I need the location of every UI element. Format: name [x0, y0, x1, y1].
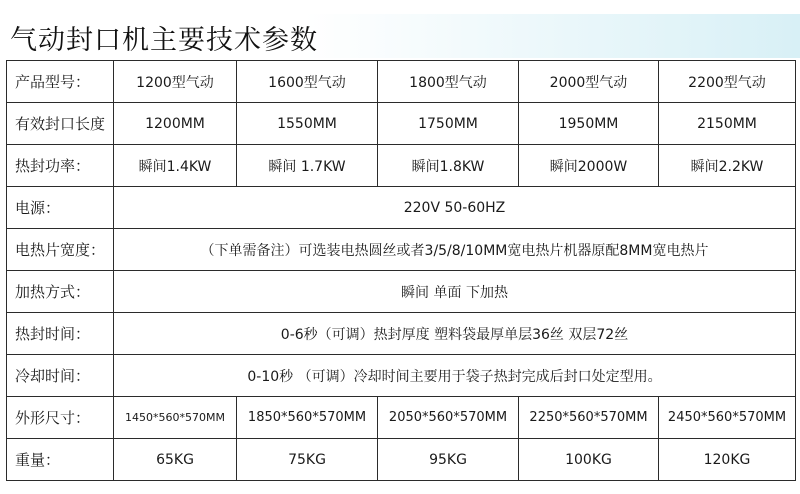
cell-value: 瞬间1.8KW: [378, 145, 519, 187]
cell-value: 1200型气动: [114, 61, 237, 103]
cell-value: 2200型气动: [659, 61, 796, 103]
row-label: 热封时间：: [7, 313, 114, 355]
cell-value: 瞬间2.2KW: [659, 145, 796, 187]
cell-value: 1950MM: [519, 103, 659, 145]
row-seal-power: [7, 145, 796, 187]
cell-value: 0-10秒 （可调）冷却时间主要用于袋子热封完成后封口处定型用。: [114, 355, 796, 397]
cell-value: 1200MM: [114, 103, 237, 145]
cell-value: 2250*560*570MM: [519, 397, 659, 439]
row-label: 重量：: [7, 439, 114, 481]
row-label: 产品型号：: [7, 61, 114, 103]
row-label: 加热方式：: [7, 271, 114, 313]
page-title: 气动封口机主要技术参数: [10, 25, 318, 56]
row-label: 电热片宽度：: [7, 229, 114, 271]
cell-value: 瞬间 单面 下加热: [114, 271, 796, 313]
cell-value: 100KG: [519, 439, 659, 481]
row-label: 冷却时间：: [7, 355, 114, 397]
row-label: 热封功率：: [7, 145, 114, 187]
row-label: 有效封口长度: [7, 103, 114, 145]
cell-value: 220V 50-60HZ: [114, 187, 796, 229]
cell-value: 瞬间1.4KW: [114, 145, 237, 187]
row-cool-time: [7, 355, 796, 397]
cell-value: 2050*560*570MM: [378, 397, 519, 439]
row-heating-method: [7, 271, 796, 313]
cell-value: 2150MM: [659, 103, 796, 145]
cell-value: （下单需备注）可选装电热圆丝或者3/5/8/10MM宽电热片机器原配8MM宽电热片: [114, 229, 796, 271]
cell-value: 95KG: [378, 439, 519, 481]
top-rule: [0, 0, 800, 15]
cell-value: 1550MM: [237, 103, 378, 145]
row-seal-time: [7, 313, 796, 355]
row-dimensions: [7, 397, 796, 439]
cell-value: 120KG: [659, 439, 796, 481]
cell-value: 1450*560*570MM: [114, 397, 237, 439]
cell-value: 0-6秒（可调）热封厚度 塑料袋最厚单层36丝 双层72丝: [114, 313, 796, 355]
row-seal-length: [7, 103, 796, 145]
cell-value: 瞬间 1.7KW: [237, 145, 378, 187]
cell-value: 2450*560*570MM: [659, 397, 796, 439]
cell-value: 1600型气动: [237, 61, 378, 103]
cell-value: 2000型气动: [519, 61, 659, 103]
row-heater-width: [7, 229, 796, 271]
cell-value: 65KG: [114, 439, 237, 481]
cell-value: 瞬间2000W: [519, 145, 659, 187]
row-label: 电源：: [7, 187, 114, 229]
row-label: 外形尺寸：: [7, 397, 114, 439]
cell-value: 75KG: [237, 439, 378, 481]
row-weight: [7, 439, 796, 481]
row-model: [7, 61, 796, 103]
cell-value: 1750MM: [378, 103, 519, 145]
cell-value: 1850*560*570MM: [237, 397, 378, 439]
spec-table: [6, 60, 796, 481]
row-power-supply: [7, 187, 796, 229]
cell-value: 1800型气动: [378, 61, 519, 103]
